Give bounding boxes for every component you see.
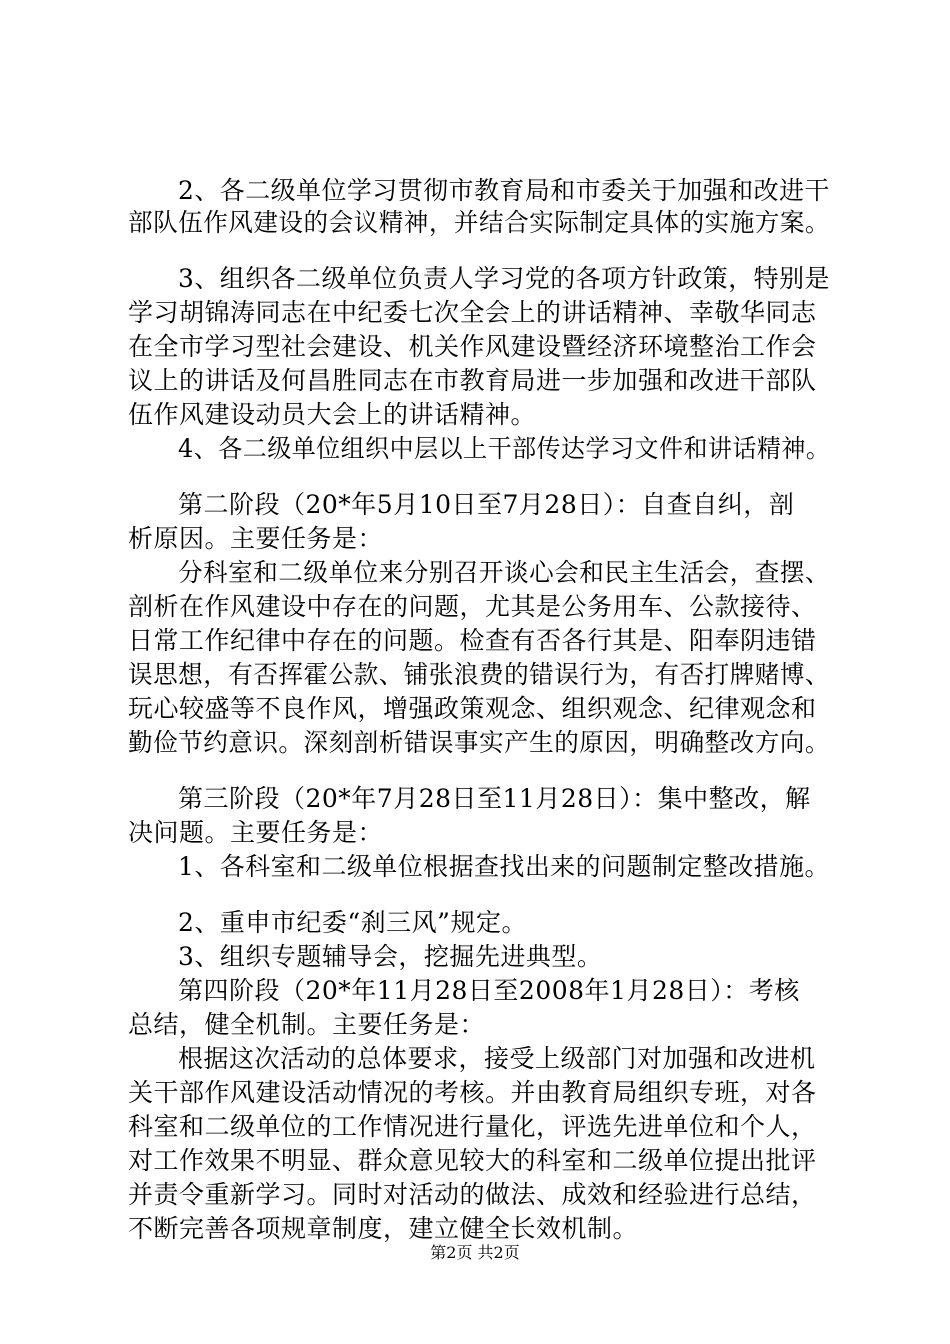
text-line: 不断完善各项规章制度，建立健全长效机制。 [128, 1214, 639, 1243]
text-line: 议上的讲话及何昌胜同志在市教育局进一步加强和改进干部队 [128, 366, 817, 395]
text-line: 剖析在作风建设中存在的问题，尤其是公务用车、公款接待、 [128, 592, 817, 621]
text-line: 误思想，有否挥霍公款、铺张浪费的错误行为，有否打牌赌博、 [128, 660, 831, 689]
text-line: 析原因。主要任务是： [128, 524, 384, 553]
text-line: 在全市学习型社会建设、机关作风建设暨经济环境整治工作会 [128, 332, 817, 361]
text-line: 玩心较盛等不良作风，增强政策观念、组织观念、纪律观念和 [128, 694, 817, 723]
text-line: 2、重申市纪委“刹三风”规定。 [178, 908, 527, 937]
text-line: 并责令重新学习。同时对活动的做法、成效和经验进行总结， [128, 1180, 817, 1209]
page-number-footer: 第2页 共2页 [430, 1243, 520, 1262]
text-line: 勤俭节约意识。深刻剖析错误事实产生的原因，明确整改方向。 [128, 728, 831, 757]
text-line: 4、各二级单位组织中层以上干部传达学习文件和讲话精神。 [178, 434, 831, 463]
text-line: 1、各科室和二级单位根据查找出来的问题制定整改措施。 [178, 852, 830, 881]
text-line: 伍作风建设动员大会上的讲话精神。 [128, 400, 537, 429]
text-line: 总结，健全机制。主要任务是： [128, 1010, 486, 1039]
text-line: 关干部作风建设活动情况的考核。并由教育局组织专班，对各 [128, 1078, 817, 1107]
text-line: 3、组织各二级单位负责人学习党的各项方针政策，特别是 [178, 264, 830, 293]
text-line: 第四阶段（20*年11月28日至2008年1月28日）：考核 [178, 976, 800, 1005]
text-line: 日常工作纪律中存在的问题。检查有否各行其是、阳奉阴违错 [128, 626, 817, 655]
text-line: 部队伍作风建设的会议精神，并结合实际制定具体的实施方案。 [128, 208, 831, 237]
text-line: 对工作效果不明显、群众意见较大的科室和二级单位提出批评 [128, 1146, 817, 1175]
text-line: 第二阶段（20*年5月10日至7月28日）：自查自纠，剖 [178, 490, 795, 519]
text-line: 决问题。主要任务是： [128, 818, 384, 847]
text-line: 学习胡锦涛同志在中纪委七次全会上的讲话精神、幸敬华同志 [128, 298, 817, 327]
text-line: 根据这次活动的总体要求，接受上级部门对加强和改进机 [178, 1044, 816, 1073]
text-line: 3、组织专题辅导会，挖掘先进典型。 [178, 942, 603, 971]
text-line: 2、各二级单位学习贯彻市教育局和市委关于加强和改进干 [178, 176, 830, 205]
text-line: 分科室和二级单位来分别召开谈心会和民主生活会，查摆、 [178, 558, 831, 587]
text-line: 科室和二级单位的工作情况进行量化，评选先进单位和个人， [128, 1112, 817, 1141]
text-line: 第三阶段（20*年7月28日至11月28日）：集中整改，解 [178, 784, 811, 813]
